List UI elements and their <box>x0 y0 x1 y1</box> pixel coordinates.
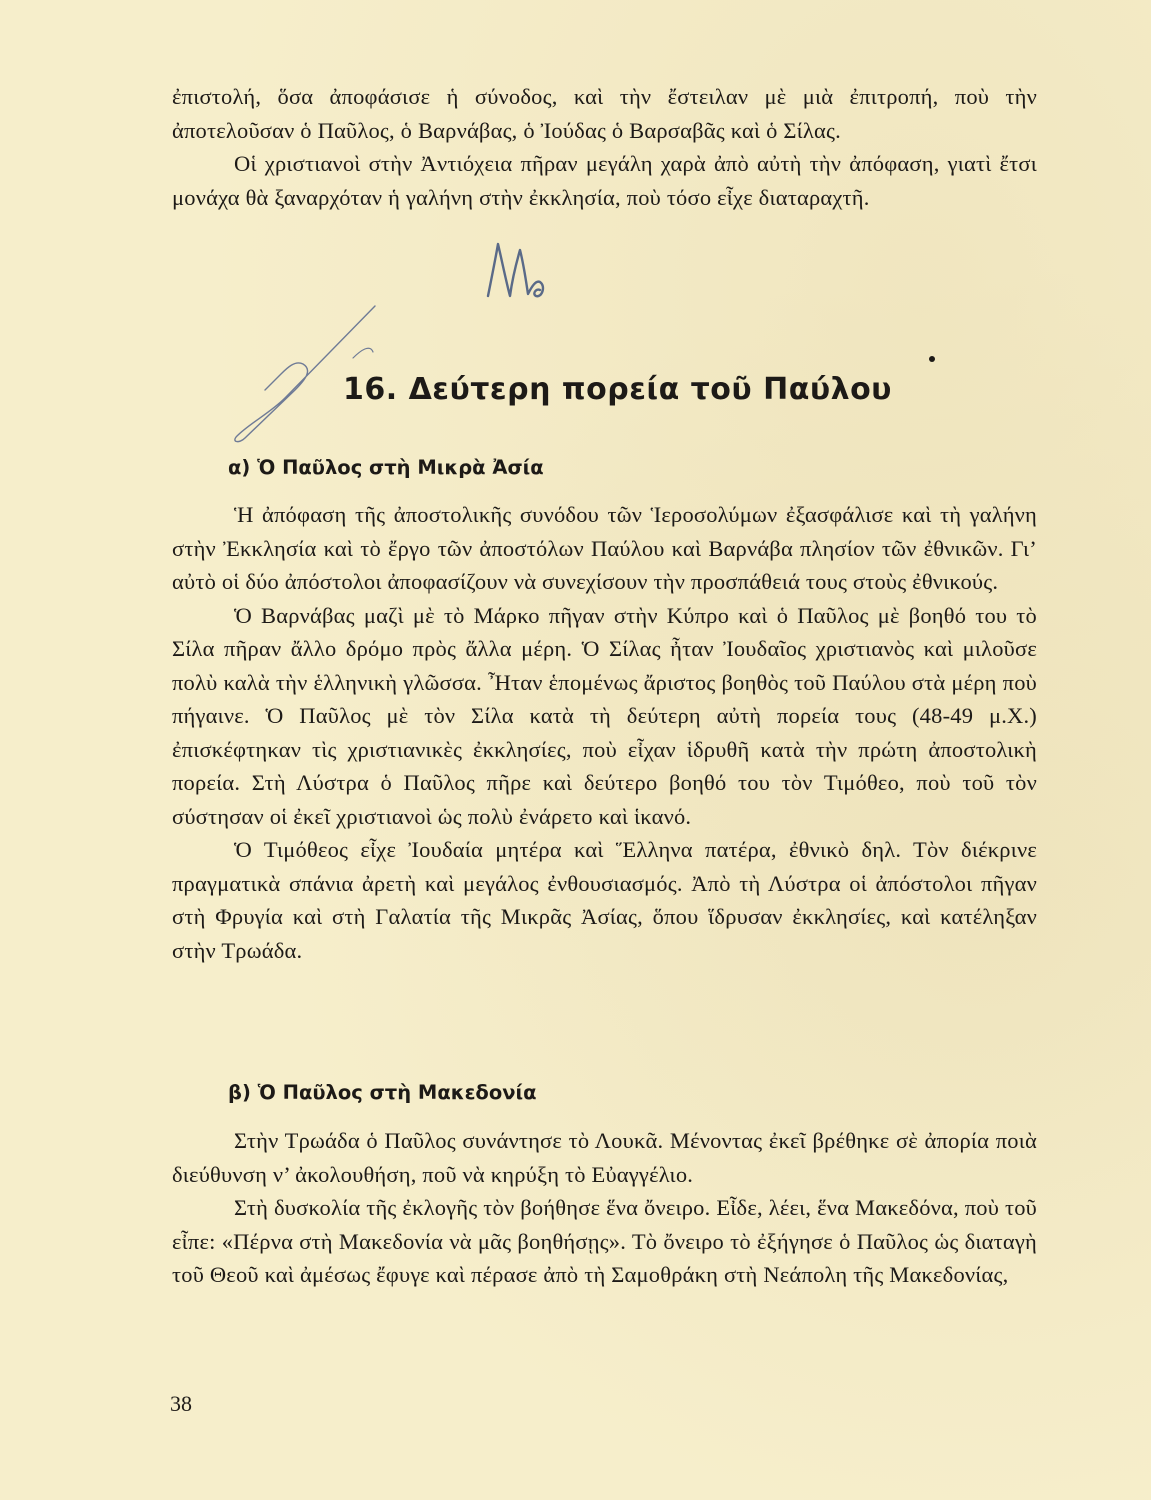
page-number: 38 <box>170 1391 192 1416</box>
ink-dot <box>929 356 935 362</box>
intro-paragraph-1: ἐπιστολή, ὅσα ἀποφάσισε ἡ σύνοδος, καὶ τὴν ἔστειλαν μὲ μιὰ ἐπιτροπή, ποὺ τὴν ἀποτελοῦσαν ὁ Παῦλος, ὁ Βαρνάβας, ὁ Ἰούδας ὁ Βαρσαβᾶς καὶ ὁ Σίλας. <box>172 84 1037 143</box>
section-b-paragraph-2: Στὴ δυσκολία τῆς ἐκλογῆς τὸν βοήθησε ἕνα ὄνειρο. Εἶδε, λέει, ἕνα Μακεδόνα, ποὺ τοῦ εἶπε: «Πέρνα στὴ Μακεδονία νὰ μᾶς βοηθήσῃς». Τὸ ὄνειρο τὸ ἐξήγησε ὁ Παῦλος ὡς διαταγὴ τοῦ Θεοῦ καὶ ἀμέσως ἔφυγε καὶ πέρασε ἀπὸ τὴ Σαμοθράκη στὴ Νεάπολη τῆς Μακεδονίας, <box>172 1195 1037 1287</box>
intro-paragraph-2: Οἱ χριστιανοὶ στὴν Ἀντιόχεια πῆραν μεγάλη χαρὰ ἀπὸ αὐτὴ τὴν ἀπόφαση, γιατὶ ἔτσι μονάχα θὰ ξαναρχόταν ἡ γαλήνη στὴν ἐκκλησία, ποὺ τόσο εἶχε διαταραχτῆ. <box>172 151 1037 210</box>
section-b-paragraph-1: Στὴν Τρωάδα ὁ Παῦλος συνάντησε τὸ Λουκᾶ. Μένοντας ἐκεῖ βρέθηκε σὲ ἀπορία ποιὰ διεύθυνση ν’ ἀκολουθήση, ποῦ νὰ κηρύξη τὸ Εὐαγγέλιο. <box>172 1128 1037 1187</box>
section-a-paragraph-2: Ὁ Βαρνάβας μαζὶ μὲ τὸ Μάρκο πῆγαν στὴν Κύπρο καὶ ὁ Παῦλος μὲ βοηθό του τὸ Σίλα πῆραν ἄλλο δρόμο πρὸς ἄλλα μέρη. Ὁ Σίλας ἦταν Ἰουδαῖος χριστιανὸς καὶ μιλοῦσε πολὺ καλὰ τὴν ἑλληνικὴ γλῶσσα. Ἦταν ἑπομένως ἄριστος βοηθὸς τοῦ Παύλου στὰ μέρη ποὺ πήγαινε. Ὁ Παῦλος μὲ τὸν Σίλα κατὰ τὴ δεύτερη αὐτὴ πορεία τους (48-49 μ.Χ.) ἐπισκέφτηκαν τὶς χριστιανικὲς ἐκκλησίες, ποὺ εἶχαν ἱδρυθῆ κατὰ τὴν πρώτη ἀποστολικὴ πορεία. Στὴ Λύστρα ὁ Παῦλος πῆρε καὶ δεύτερο βοηθό του τὸν Τιμόθεο, ποὺ τοῦ τὸν σύστησαν οἱ ἐκεῖ χριστιανοὶ ὡς πολὺ ἐνάρετο καὶ ἱκανό. <box>172 602 1037 829</box>
intro-block <box>172 80 1037 214</box>
chapter-title: 16. Δεύτερη πορεία τοῦ Παύλου <box>343 372 892 407</box>
handwritten-mark-icon <box>480 236 560 306</box>
section-a-body <box>172 498 1037 967</box>
section-b-heading: β) Ὁ Παῦλος στὴ Μακεδονία <box>228 1081 537 1104</box>
section-a-heading: α) Ὁ Παῦλος στὴ Μικρὰ Ἀσία <box>228 456 544 479</box>
section-a-paragraph-3: Ὁ Τιμόθεος εἶχε Ἰουδαία μητέρα καὶ Ἕλληνα πατέρα, ἐθνικὸ δηλ. Τὸν διέκρινε πραγματικὰ σπάνια ἀρετὴ καὶ μεγάλος ἐνθουσιασμός. Ἀπὸ τὴ Λύστρα οἱ ἀπόστολοι πῆγαν στὴ Φρυγία καὶ στὴ Γαλατία τῆς Μικρᾶς Ἀσίας, ὅπου ἵδρυσαν ἐκκλησίες, καὶ κατέληξαν στὴν Τρωάδα. <box>172 837 1037 963</box>
section-b-body <box>172 1124 1037 1292</box>
section-a-paragraph-1: Ἡ ἀπόφαση τῆς ἀποστολικῆς συνόδου τῶν Ἱεροσολύμων ἐξασφάλισε καὶ τὴ γαλήνη στὴν Ἐκκλησία καὶ τὸ ἔργο τῶν ἀποστόλων Παύλου καὶ Βαρνάβα πλησίον τῶν ἐθνικῶν. Γι’ αὐτὸ οἱ δύο ἀπόστολοι ἀποφασίζουν νὰ συνεχίσουν τὴν προσπάθειά τους στοὺς ἐθνικούς. <box>172 502 1037 594</box>
